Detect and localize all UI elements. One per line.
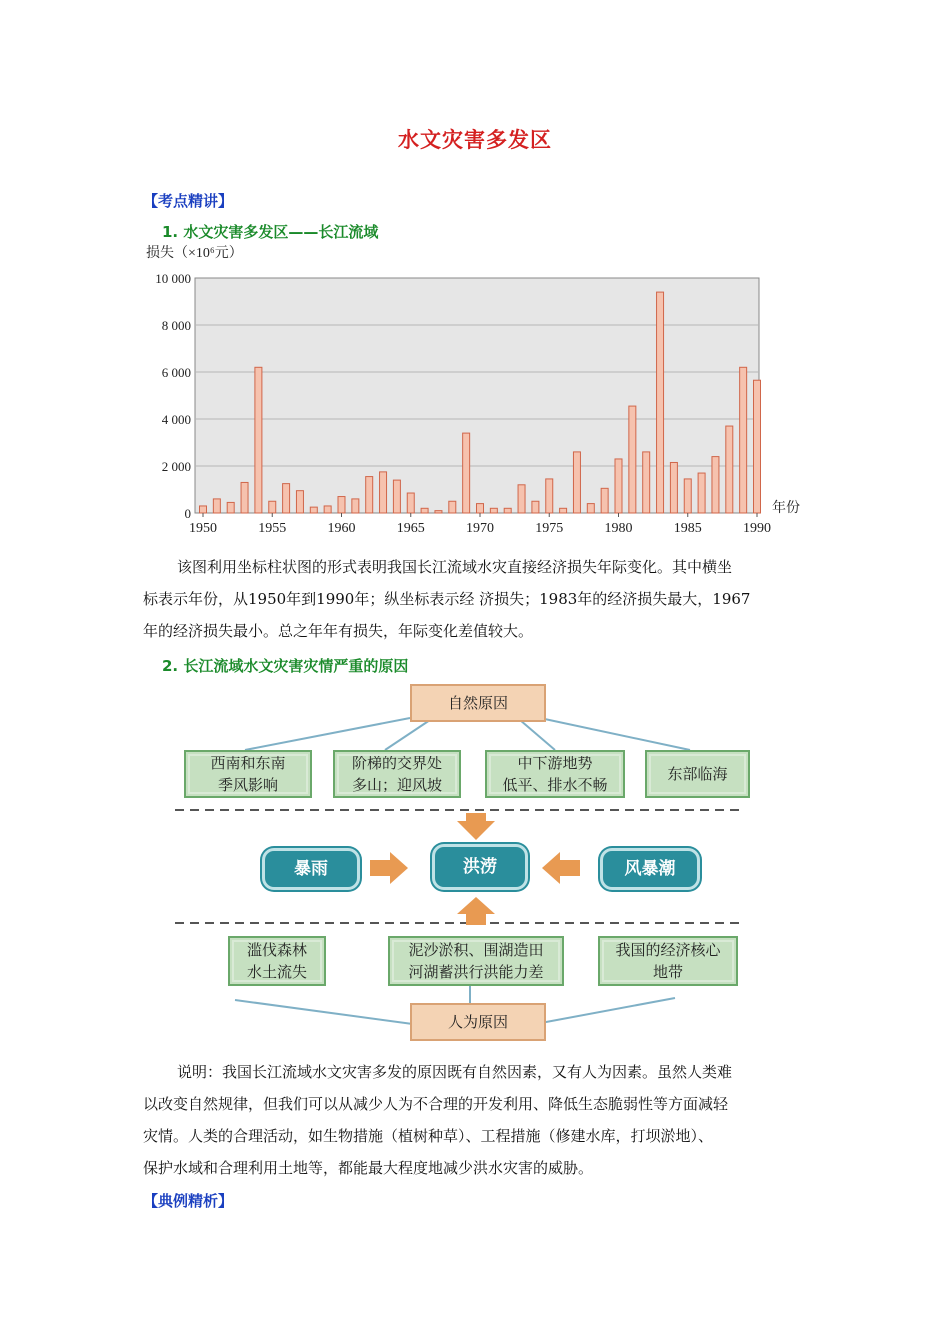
x-tick-label: 1970: [466, 521, 494, 536]
bar-1961: [352, 499, 359, 513]
bar-1981: [629, 406, 636, 513]
bar-1976: [560, 508, 567, 513]
bar-1974: [532, 501, 539, 513]
x-tick-label: 1950: [189, 521, 217, 536]
bar-1985: [684, 479, 691, 513]
explanation: [143, 1056, 823, 1184]
section-tag-examples: 【典例精析】: [143, 1192, 234, 1210]
paragraph-line: 该图利用坐标柱状图的形式表明我国长江流域水灾直接经济损失年际变化。其中横坐: [177, 558, 733, 576]
page-title: 水文灾害多发区: [398, 128, 552, 152]
bar-1967: [435, 511, 442, 513]
bar-1956: [283, 484, 290, 513]
y-tick-label: 10 000: [155, 271, 191, 286]
human-causes-header: 人为原因: [410, 1003, 546, 1041]
x-tick-label: 1965: [396, 521, 425, 536]
bar-1979: [601, 488, 608, 513]
node-flood: 洪涝: [432, 844, 528, 890]
paragraph-line: 说明：我国长江流域水文灾害多发的原因既有自然因素，又有人为因素。虽然人类难: [177, 1063, 733, 1081]
bar-1965: [407, 493, 414, 513]
y-tick-label: 6 000: [161, 365, 191, 380]
bar-1969: [463, 433, 470, 513]
bar-1959: [324, 506, 331, 513]
x-tick-label: 1985: [673, 521, 702, 536]
arrow-down-icon: [457, 813, 495, 840]
bar-1977: [573, 452, 580, 513]
bar-1950: [200, 506, 207, 513]
arrow-up-icon: [457, 897, 495, 925]
arrow-left-icon: [542, 852, 580, 884]
bar-1973: [518, 485, 525, 513]
bar-1989: [740, 367, 747, 513]
cause-economic-core: 我国的经济核心 地带: [598, 936, 738, 986]
node-rainstorm: 暴雨: [262, 848, 360, 890]
y-tick-label: 8 000: [161, 318, 191, 333]
cause-monsoon: 西南和东南 季风影响: [184, 750, 312, 798]
bar-1990: [754, 380, 761, 513]
paragraph-line: 以改变自然规律，但我们可以从减少人为不合理的开发利用、降低生态脆弱性等方面减轻: [143, 1095, 729, 1113]
subheading-flood-zone: 1. 水文灾害多发区——长江流域: [162, 223, 379, 241]
bar-1954: [255, 367, 262, 513]
chart-x-axis-label: 年份: [772, 501, 800, 516]
bar-1953: [241, 482, 248, 513]
bar-1971: [490, 508, 497, 513]
bar-1958: [310, 507, 317, 513]
bar-1970: [477, 504, 484, 513]
cause-terrain-step: 阶梯的交界处 多山；迎风坡: [333, 750, 461, 798]
bar-1964: [393, 480, 400, 513]
natural-causes-header: 自然原因: [410, 684, 546, 722]
bar-1955: [269, 501, 276, 513]
paragraph-line: 保护水域和合理利用土地等，都能最大程度地减少洪水灾害的威胁。: [143, 1159, 594, 1177]
x-tick-label: 1980: [604, 521, 633, 536]
bar-1952: [227, 502, 234, 513]
cause-coastal: 东部临海: [645, 750, 750, 798]
x-tick-label: 1955: [258, 521, 287, 536]
loss-bar-chart: [140, 240, 820, 540]
arrow-right-icon: [370, 852, 408, 884]
cause-deforestation: 滥伐森林 水土流失: [228, 936, 326, 986]
bar-1975: [546, 479, 553, 513]
section-tag-key-points: 【考点精讲】: [143, 192, 234, 210]
paragraph-line: 年的经济损失最小。总之年年有损失，年际变化差值较大。: [143, 622, 534, 640]
bar-1960: [338, 497, 345, 513]
paragraph-line: 标表示年份，从1950年到1990年；纵坐标表示经 济损失；1983年的经济损失最大，1967: [143, 590, 751, 608]
bar-1978: [587, 504, 594, 513]
bar-1988: [726, 426, 733, 513]
y-tick-label: 0: [184, 506, 191, 521]
bar-1966: [421, 508, 428, 513]
x-tick-label: 1990: [743, 521, 771, 536]
chart-description: [143, 551, 823, 647]
node-storm-surge: 风暴潮: [600, 848, 700, 890]
bar-1968: [449, 501, 456, 513]
causes-diagram: [170, 680, 750, 1050]
bar-1980: [615, 459, 622, 513]
bar-1982: [643, 452, 650, 513]
bar-1957: [296, 491, 303, 513]
cause-low-terrain: 中下游地势 低平、排水不畅: [485, 750, 625, 798]
x-tick-label: 1960: [327, 521, 356, 536]
bar-1963: [380, 472, 387, 513]
y-tick-label: 2 000: [161, 459, 191, 474]
chart-y-axis-label: 损失（×10⁶元）: [146, 246, 243, 261]
paragraph-line: 灾情。人类的合理活动，如生物措施（植树种草）、工程措施（修建水库，打坝淤地）、: [143, 1127, 714, 1145]
bar-1951: [213, 499, 220, 513]
bar-1986: [698, 473, 705, 513]
x-tick-label: 1975: [535, 521, 564, 536]
bar-1983: [657, 292, 664, 513]
bar-1972: [504, 508, 511, 513]
cause-silt-reclamation: 泥沙淤积、围湖造田 河湖蓄洪行洪能力差: [388, 936, 564, 986]
bar-1984: [670, 462, 677, 513]
subheading-causes: 2. 长江流域水文灾害灾情严重的原因: [162, 657, 409, 675]
bar-1987: [712, 457, 719, 513]
y-tick-label: 4 000: [161, 412, 191, 427]
bar-1962: [366, 477, 373, 513]
